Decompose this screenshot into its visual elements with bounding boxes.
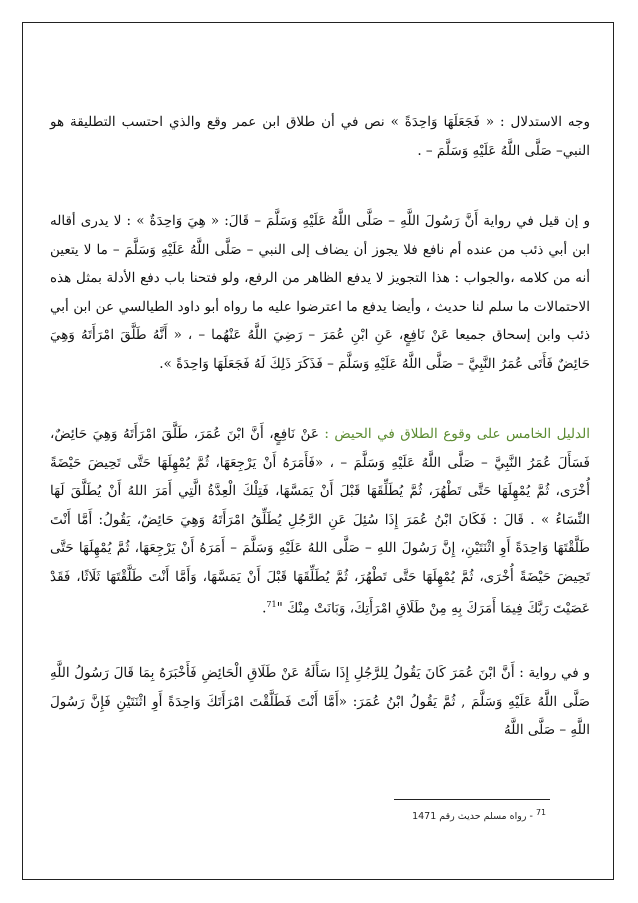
- document-body: [50, 108, 590, 745]
- footnote-reference[interactable]: 71: [266, 600, 277, 609]
- paragraph-text: عَنْ نَافِعٍ، أَنَّ ابْنَ عُمَرَ، طَلَّقَ امْرَأَتَهُ وَهِيَ حَائِضٌ، فَسَأَلَ عُمَرُ النَّبِيَّ – صَلَّى اللَّهُ عَلَيْهِ وَسَلَّمَ – ، «فَأَمَرَهُ أَنْ يَرْجِعَهَا، ثُمَّ يُمْهِلَهَا حَتَّى تَحِيضَ حَيْضَةً أُخْرَى، ثُمَّ يُمْهِلَهَا حَتَّى تَطْهُرَ، ثُمَّ يُطَلِّقَهَا قَبْلَ أَنْ يَمَسَّهَا، فَتِلْكَ الْعِدَّةُ الَّتِي أَمَرَ اللهُ أَنْ يُطَلَّقَ لَهَا النِّسَاءُ » . قَالَ : فَكَانَ ابْنُ عُمَرَ إِذَا سُئِلَ عَنِ الرَّجُلِ يُطَلِّقُ امْرَأَتَهُ وَهِيَ حَائِضٌ، يَقُولُ: أَمَّا أَنْتَ طَلَّقْتَهَا وَاحِدَةً أَوِ اثْنَتَيْنِ، إِنَّ رَسُولَ اللهِ – صَلَّى اللهُ عَلَيْهِ وَسَلَّمَ – أَمَرَهُ أَنْ يَرْجِعَهَا، ثُمَّ يُمْهِلَهَا حَتَّى تَحِيضَ حَيْضَةً أُخْرَى، ثُمَّ يُمْهِلَهَا حَتَّى تَطْهُرَ، ثُمَّ يُطَلِّقَهَا قَبْلَ أَنْ يَمَسَّهَا، وَأَمَّا أَنْتَ طَلَّقْتَهَا ثَلَاثًا، فَقَدْ عَصَيْتَ رَبَّكَ فِيمَا أَمَرَكَ بِهِ مِنْ طَلَاقِ امْرَأَتِكَ، وَبَانَتْ مِنْكَ ": [50, 426, 590, 617]
- paragraph-text: وجه الاستدلال : « فَجَعَلَهَا وَاحِدَةً » نص في أن طلاق ابن عمر وقع والذي احتسب التطليقة هو النبي– صَلَّى اللَّهُ عَلَيْهِ وَسَلَّمَ – .: [50, 114, 590, 159]
- paragraph-tail: .: [262, 600, 267, 617]
- paragraph-riwaya: [50, 207, 590, 378]
- paragraph-text: و في رواية : أَنَّ ابْنَ عُمَرَ كَانَ يَقُولُ لِلرَّجُلِ إِذَا سَأَلَهُ عَنْ طَلَاقِ الْحَائِضِ فَأَخْبَرَهُ بِمَا قَالَ رَسُولُ اللَّهِ صَلَّى اللَّهُ عَلَيْهِ وَسَلَّمَ , ثُمَّ يَقُولُ ابْنُ عُمَرَ: «أَمَّا أَنْتَ فَطَلَّقْتَ امْرَأَتَكَ وَاحِدَةً أَوِ اثْنَتَيْنِ فَإِنَّ رَسُولَ اللَّهِ – صَلَّى اللَّهُ: [50, 665, 590, 738]
- footnote-text: - رواه مسلم حديث رقم 1471: [412, 811, 533, 823]
- paragraph-dalil-khamis: [50, 420, 590, 623]
- footnote-number: 71: [535, 808, 546, 817]
- section-heading: الدليل الخامس على وقوع الطلاق في الحيض :: [324, 426, 590, 442]
- paragraph-text: و إن قيل في رواية أَنَّ رَسُولَ اللَّهِ – صَلَّى اللَّهُ عَلَيْهِ وَسَلَّمَ – قَالَ: « هِيَ وَاحِدَةٌ » : لا يدرى أقاله ابن أبي ذئب من عنده أم نافع فلا يجوز أن يضاف إلى النبي – صَلَّى اللَّهُ عَلَيْهِ وَسَلَّمَ – ما لا يتعين أنه من كلامه ،والجواب : هذا التجويز لا يدفع الظاهر من الرفع، ولو فتحنا باب دفع الأدلة بمثل هذه الاحتمالات ما سلم لنا حديث ، وأيضا يدفع ما اعترضوا عليه ما رواه أبو داود الطيالسي عن ابن أبي ذئب وابن إسحاق جميعا عَنْ نَافِعٍ، عَنِ ابْنِ عُمَرَ – رَضِيَ اللَّهُ عَنْهُما – ، « أَنَّهُ طَلَّقَ امْرَأَتَهُ وَهِيَ حَائِضٌ فَأَتَى عُمَرُ النَّبِيَّ – صَلَّى اللَّهُ عَلَيْهِ وَسَلَّمَ – فَذَكَرَ ذَلِكَ لَهُ فَجَعَلَهَا وَاحِدَةً ».: [50, 213, 590, 372]
- paragraph-istidlal: [50, 108, 590, 165]
- footnote: [412, 808, 546, 822]
- paragraph-riwaya-2: [50, 659, 590, 745]
- footnote-divider: [394, 799, 550, 800]
